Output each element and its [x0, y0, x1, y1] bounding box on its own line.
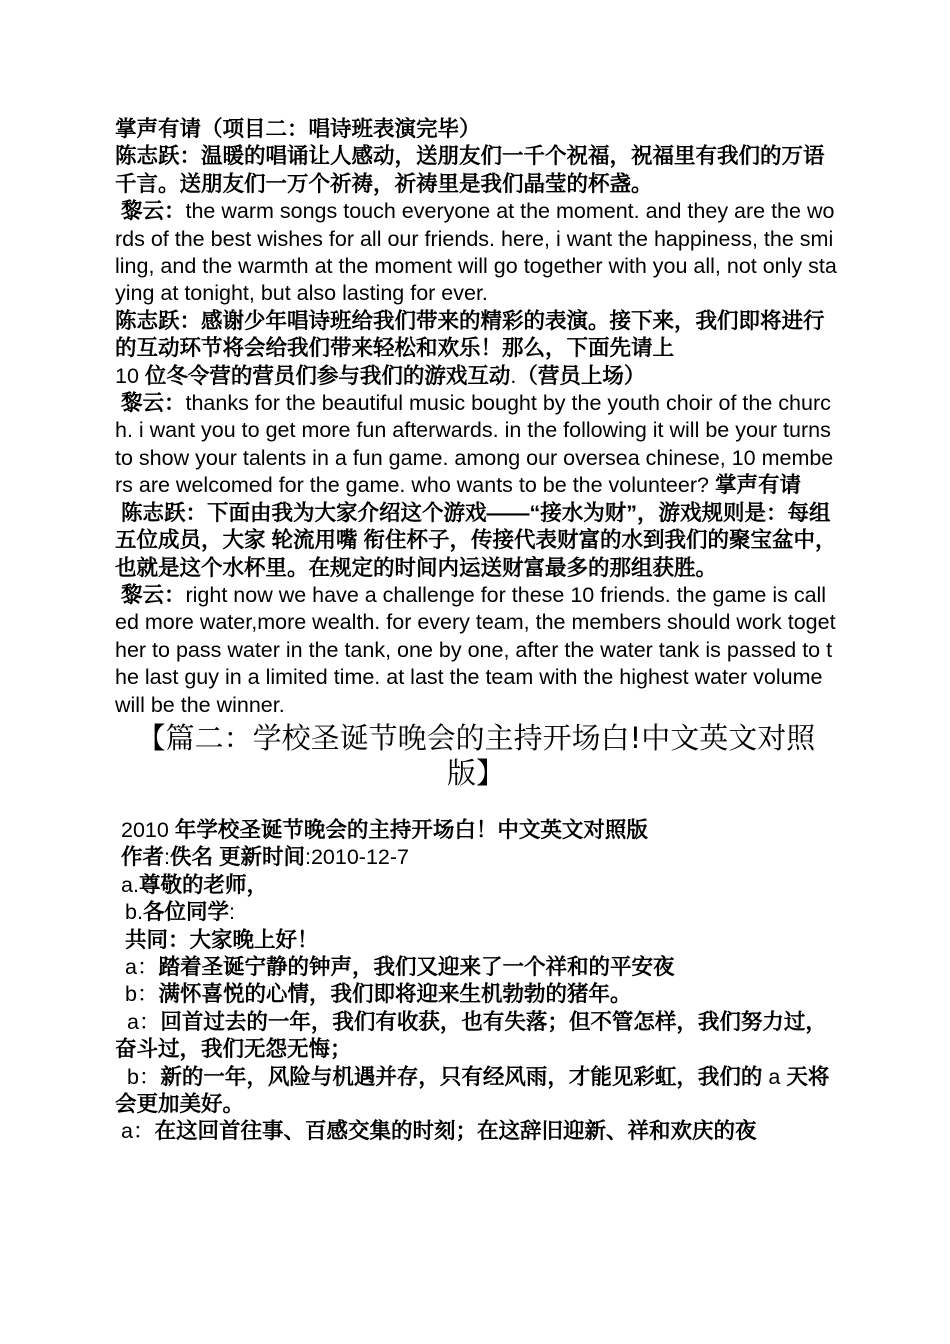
en-text: right now we have a challenge for these 10 friends. the game is called more water,more wealth. for every team, the members should work together to pass water in the tank, one by one, after the water tank is passed to the last guy in a limited time. at last the team with the highest water volume will be the winner.	[115, 582, 836, 717]
colon: :	[228, 900, 235, 925]
paragraph-li-3	[115, 582, 837, 719]
cn-text: 满怀喜悦的心情，我们即将迎来生机勃勃的猪年。	[158, 982, 632, 1007]
year-text: 2010	[121, 817, 169, 842]
speaker-label: 陈志跃：	[115, 308, 202, 333]
section-title: 【篇二：学校圣诞节晚会的主持开场白!中文英文对照版】	[136, 720, 816, 790]
number-text: 10	[115, 363, 139, 388]
line-together	[115, 927, 837, 954]
cn-text: 感谢少年唱诗班给我们带来的精彩的表演。接下来，我们即将进行的互动环节将会给我们带来轻松和欢乐！那么，下面先请上	[115, 308, 825, 361]
colon: :	[304, 845, 311, 870]
paragraph-li-1	[115, 198, 837, 308]
cn-text: 掌声有请	[714, 473, 801, 498]
speaker-prefix: b：	[115, 1064, 161, 1089]
letter-text: a	[762, 1064, 787, 1089]
line-a-teachers	[115, 872, 837, 899]
cn-text: 下面由我为大家介绍这个游戏——“接水为财”，游戏规则是：每组五位成员，大家 轮流用嘴 衔住杯子，传接代表财富的水到我们的聚宝盆中，也就是这个水杯里。在规定的时间内运送财富最多的那组获胜。	[115, 500, 837, 580]
speaker-prefix: a：	[115, 1009, 161, 1034]
cn-text: 年学校圣诞节晚会的主持开场白！中文英文对照版	[174, 817, 648, 842]
dot-text: .	[510, 363, 517, 388]
paragraph-applause-project	[115, 116, 837, 143]
speaker-label: 陈志跃：	[115, 500, 207, 525]
line-author	[115, 844, 837, 871]
line-b-students	[115, 899, 837, 926]
cn-text: 温暖的唱诵让人感动，送朋友们一千个祝福，祝福里有我们的万语千言。送朋友们一万个祈祷，祈祷里是我们晶莹的杯盏。	[115, 144, 825, 196]
paragraph-chen-3	[115, 500, 837, 582]
cn-text: 在这回首往事、百感交集的时刻；在这辞旧迎新、祥和欢庆的夜	[154, 1119, 757, 1144]
author-label: 作者	[121, 845, 165, 870]
speaker-prefix: b.	[125, 900, 143, 925]
line-title	[115, 817, 837, 844]
speaker-label: 陈志跃：	[115, 144, 202, 169]
document-page	[115, 116, 837, 1146]
cn-text: 各位同学	[142, 900, 229, 925]
line-a-1	[115, 954, 837, 981]
speaker-label: 黎云：	[115, 199, 186, 224]
cn-text: （营员上场）	[516, 363, 646, 388]
author-name: 佚名 更新时间	[170, 845, 305, 870]
speaker-prefix: a.	[121, 872, 139, 897]
paragraph-chen-2	[115, 308, 837, 390]
cn-text: 位冬令营的营员们参与我们的游戏互动	[144, 363, 511, 388]
cn-text: 踏着圣诞宁静的钟声，我们又迎来了一个祥和的平安夜	[158, 954, 675, 979]
speaker-prefix: b：	[125, 982, 159, 1007]
line-a-2	[115, 1009, 837, 1064]
cn-text: 新的一年，风险与机遇并存，只有经风雨，才能见彩虹，我们的	[160, 1064, 763, 1089]
paragraph-chen-1	[115, 143, 837, 198]
date-text: 2010-12-7	[310, 845, 409, 870]
cn-text: 回首过去的一年，我们有收获，也有失落；但不管怎样，我们努力过，奋斗过，我们无怨无悔；	[115, 1009, 827, 1062]
paragraph-li-2	[115, 390, 837, 500]
en-text: the warm songs touch everyone at the moment. and they are the words of the best wishes for all our friends. here, i want the happiness, the smiling, and the warmth at the moment will go together with you all, not only staying at tonight, but also lasting for ever.	[115, 199, 837, 306]
line-b-2	[115, 1064, 837, 1119]
line-b-1	[115, 981, 837, 1008]
speaker-prefix: a：	[115, 1119, 155, 1144]
speaker-prefix: a：	[125, 954, 159, 979]
cn-text: 天将会更加美好。	[115, 1064, 830, 1116]
cn-text: 尊敬的老师，	[138, 872, 268, 897]
cn-text: 共同：大家晚上好！	[125, 927, 319, 952]
cn-text: 掌声有请（项目二：唱诗班表演完毕）	[115, 117, 481, 141]
speaker-label: 黎云：	[115, 391, 186, 416]
colon: :	[164, 845, 170, 870]
speaker-label: 黎云：	[115, 582, 186, 607]
line-a-3	[115, 1118, 837, 1145]
en-text: thanks for the beautiful music bought by the youth choir of the church. i want you to get more fun afterwards. in the following it will be your turns to show your talents in a fun game. among our oversea chinese, 10 members are welcomed for the game. who wants to be the volunteer?	[115, 391, 834, 498]
